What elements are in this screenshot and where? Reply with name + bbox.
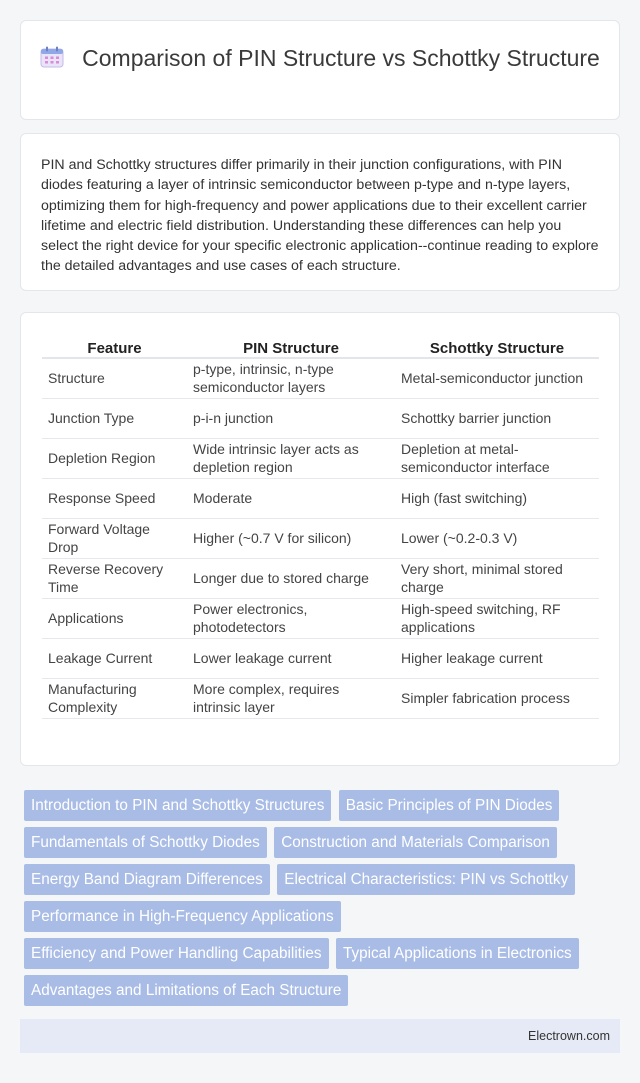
intro-paragraph: PIN and Schottky structures differ primarily in their junction configurations, with PIN diodes featuring a layer of intrinsic semiconductor between p-type and n-type layers, optimizing them for high-frequency and power applications due to their excellent carrier lifetime and electric field distribution. Understanding these differences can help you select the right device for your specific electronic application--continue reading to explore the detailed advantages and use cases of each structure. [41,157,599,275]
table-row [42,598,599,638]
cell-feature: Applications [42,598,187,638]
calendar-icon [40,46,64,68]
footer [20,1019,620,1053]
cell-pin: Higher (~0.7 V for silicon) [187,518,395,558]
title-card [20,20,620,120]
cell-pin: Wide intrinsic layer acts as depletion region [187,438,395,478]
table-row [42,638,599,678]
cell-schottky: High-speed switching, RF applications [395,598,599,638]
cell-feature: Depletion Region [42,438,187,478]
cell-pin: More complex, requires intrinsic layer [187,678,395,718]
table-header-row [42,334,599,358]
footer-site-link[interactable]: Electrown.com [528,1029,610,1043]
cell-schottky: Metal-semiconductor junction [395,358,599,398]
cell-schottky: Schottky barrier junction [395,398,599,438]
cell-feature: Junction Type [42,398,187,438]
cell-schottky: High (fast switching) [395,478,599,518]
cell-feature: Forward Voltage Drop [42,518,187,558]
table-row [42,678,599,718]
cell-feature: Reverse Recovery Time [42,558,187,598]
table-row [42,358,599,398]
tag-link[interactable]: Performance in High-Frequency Applications [24,901,341,932]
tag-link[interactable]: Electrical Characteristics: PIN vs Schottky [277,864,575,895]
cell-pin: p-type, intrinsic, n-type semiconductor layers [187,358,395,398]
cell-pin: p-i-n junction [187,398,395,438]
tag-link[interactable]: Introduction to PIN and Schottky Structures [24,790,331,821]
cell-feature: Structure [42,358,187,398]
comparison-table-card [20,312,620,766]
topic-tags [24,790,620,1012]
cell-schottky: Very short, minimal stored charge [395,558,599,598]
table-row [42,398,599,438]
tag-link[interactable]: Basic Principles of PIN Diodes [339,790,560,821]
page-title: Comparison of PIN Structure vs Schottky Structure [82,45,600,71]
cell-pin: Power electronics, photodetectors [187,598,395,638]
cell-feature: Manufacturing Complexity [42,678,187,718]
cell-pin: Lower leakage current [187,638,395,678]
comparison-table [42,334,599,719]
tag-link[interactable]: Fundamentals of Schottky Diodes [24,827,267,858]
header-pin: PIN Structure [187,334,395,358]
tag-link[interactable]: Energy Band Diagram Differences [24,864,270,895]
table-row [42,558,599,598]
tag-link[interactable]: Advantages and Limitations of Each Structure [24,975,348,1006]
table-row [42,518,599,558]
tag-link[interactable]: Construction and Materials Comparison [274,827,557,858]
cell-pin: Moderate [187,478,395,518]
cell-schottky: Higher leakage current [395,638,599,678]
cell-pin: Longer due to stored charge [187,558,395,598]
page-title-wrap [21,44,619,73]
header-schottky: Schottky Structure [395,334,599,358]
cell-feature: Response Speed [42,478,187,518]
tag-link[interactable]: Typical Applications in Electronics [336,938,579,969]
table-row [42,478,599,518]
header-feature: Feature [42,334,187,358]
cell-schottky: Depletion at metal-semiconductor interface [395,438,599,478]
cell-schottky: Lower (~0.2-0.3 V) [395,518,599,558]
intro-card [20,133,620,291]
cell-feature: Leakage Current [42,638,187,678]
table-row [42,438,599,478]
tag-link[interactable]: Efficiency and Power Handling Capabilities [24,938,329,969]
cell-schottky: Simpler fabrication process [395,678,599,718]
